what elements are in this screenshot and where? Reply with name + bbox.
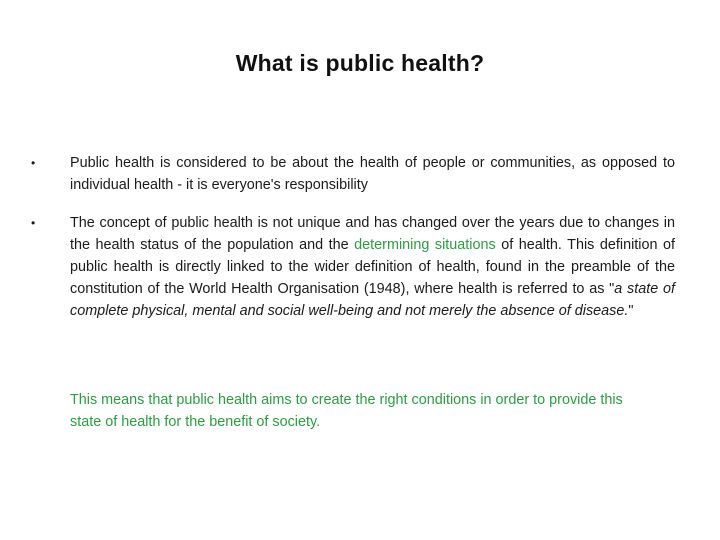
- bullet-item: [30, 212, 675, 322]
- slide-title: What is public health?: [235, 50, 485, 76]
- bullet-text-part: ": [628, 303, 634, 319]
- bullet-text-part: The concept of public health is not unique and has changed over the years due to changes in the health status of the population and the: [70, 215, 675, 253]
- highlighted-phrase: determining situations: [354, 237, 496, 253]
- conclusion-text: This means that public health aims to create the right conditions in order to provide this state of health for the benefit of society.: [70, 392, 623, 430]
- bullet-dot-icon: •: [31, 216, 36, 230]
- bullet-item: [30, 152, 675, 196]
- bullet-dot-icon: •: [31, 156, 36, 170]
- bullet-list: [30, 152, 675, 322]
- bullet-text-part: of health. This definition of public health is directly linked to the wider definition of health, found in the preamble of the constitution of the World Health Organisation (1948), where health is referred to as ": [70, 237, 676, 297]
- bullet-text: Public health is considered to be about the health of people or communities, as opposed to individual health - it is everyone's responsibility: [70, 155, 675, 193]
- who-definition-quote: a state of complete physical, mental and social well-being and not merely the absence of disease.: [70, 281, 675, 319]
